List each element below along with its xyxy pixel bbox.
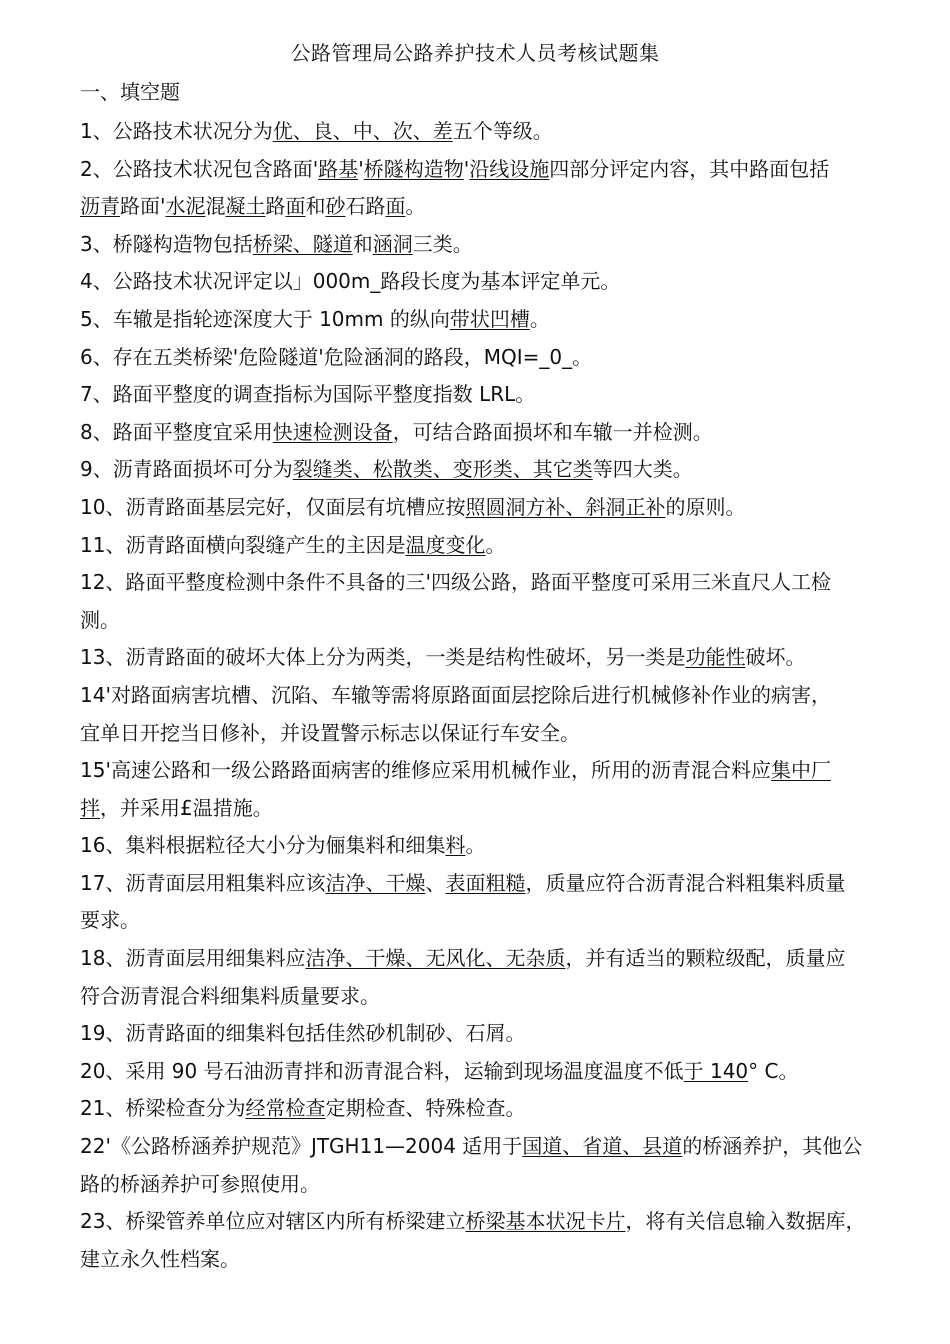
- answer-blank: 洁净、干燥、无风化、无杂质: [305, 946, 566, 971]
- line-text: 22'《公路桥涵养护规范》JTGH11—2004 适用于: [80, 1134, 523, 1159]
- answer-blank: 表面粗糙: [445, 870, 526, 895]
- line-text: 的原则。: [665, 494, 746, 519]
- text-line: [80, 1093, 880, 1131]
- line-text: 20、采用 90 号石油沥青拌和沥青混合料，运输到现场温度温度不低: [80, 1058, 684, 1083]
- line-text: 。: [405, 194, 426, 219]
- line-text: ，质量应符合沥青混合料粗集料质量: [525, 870, 846, 895]
- answer-blank: 带状凹槽: [449, 306, 530, 331]
- answer-blank: 快速检测设备: [272, 419, 393, 444]
- line-text: 18、沥青面层用细集料应: [80, 946, 306, 971]
- text-line: [80, 530, 880, 568]
- line-text: ': [463, 156, 470, 181]
- text-line: [80, 793, 880, 831]
- text-line: [80, 905, 880, 943]
- line-text: 3、桥隧构造物包括: [80, 231, 253, 256]
- text-line: [80, 116, 880, 154]
- answer-blank: 面: [385, 194, 406, 219]
- text-line: [80, 605, 880, 643]
- answer-blank: 涵洞: [372, 231, 413, 256]
- line-text: 19、沥青路面的细集料包括佳然砂机制砂、石屑。: [80, 1021, 526, 1046]
- text-line: [80, 304, 880, 342]
- answer-blank: 照圆洞方补、斜洞正补: [465, 494, 666, 519]
- line-text: 11、沥青路面横向裂缝产生的主因是: [80, 532, 406, 557]
- text-line: [80, 981, 880, 1019]
- line-text: 等四大类。: [592, 457, 693, 482]
- line-text: 混: [205, 194, 226, 219]
- line-text: 四部分评定内容，其中路面包括: [549, 156, 830, 181]
- answer-blank: 温度变化: [405, 532, 486, 557]
- line-text: ，并采用£温措施。: [100, 795, 273, 820]
- line-text: 4、公路技术状况评定以」000m_路段长度为基本评定单元。: [80, 269, 621, 294]
- section-heading: 一、填空题: [80, 80, 180, 104]
- text-line: [80, 379, 880, 417]
- line-text: 10、沥青路面基层完好，仅面层有坑槽应按: [80, 494, 466, 519]
- text-line: [80, 868, 880, 906]
- line-text: 13、沥青路面的破坏大体上分为两类，一类是结构性破坏，另一类是: [80, 645, 686, 670]
- text-line: [80, 191, 880, 229]
- text-line: [80, 342, 880, 380]
- answer-blank: 沥青: [80, 194, 120, 219]
- line-text: 。: [465, 833, 486, 858]
- line-text: 8、路面平整度宜采用: [80, 419, 273, 444]
- answer-blank: 拌: [80, 795, 100, 820]
- line-text: 建立永久性档案。: [80, 1246, 240, 1271]
- line-text: 路面': [120, 194, 166, 219]
- text-line: [80, 454, 880, 492]
- line-text: 7、路面平整度的调查指标为国际平整度指数 LRL。: [80, 382, 536, 407]
- line-text: 路: [265, 194, 286, 219]
- answer-blank: 于 140: [683, 1058, 749, 1083]
- line-text: 15'高速公路和一级公路路面病害的维修应采用机械作业，所用的沥青混合料应: [80, 758, 771, 783]
- text-line: [80, 1244, 880, 1282]
- text-line: [80, 266, 880, 304]
- text-line: [80, 417, 880, 455]
- line-text: ° C。: [748, 1058, 799, 1083]
- answer-blank: 集中厂: [770, 758, 831, 783]
- text-line: [80, 1056, 880, 1094]
- text-line: [80, 492, 880, 530]
- answer-blank: 水泥: [165, 194, 206, 219]
- text-line: [80, 567, 880, 605]
- line-text: 三类。: [412, 231, 473, 256]
- line-text: 23、桥梁管养单位应对辖区内所有桥梁建立: [80, 1209, 466, 1234]
- text-line: [80, 1018, 880, 1056]
- answer-blank: 桥梁: [465, 1209, 506, 1234]
- line-text: 16、集料根据粒径大小分为俪集料和细集: [80, 833, 446, 858]
- answer-blank: 洁净、干燥: [325, 870, 426, 895]
- answer-blank: 面: [285, 194, 306, 219]
- text-line: [80, 755, 880, 793]
- answer-blank: 功能性: [685, 645, 746, 670]
- text-line: [80, 1169, 880, 1207]
- text-line: [80, 1206, 880, 1244]
- line-text: 17、沥青面层用粗集料应该: [80, 870, 326, 895]
- line-text: 5、车辙是指轮迹深度大于 10mm 的纵向: [80, 306, 450, 331]
- line-text: ，可结合路面损坏和车辙一并检测。: [392, 419, 713, 444]
- answer-blank: 沿线设施: [469, 156, 550, 181]
- line-text: 。: [529, 306, 550, 331]
- answer-blank: 桥隧构造物: [363, 156, 464, 181]
- line-text: 破坏。: [745, 645, 806, 670]
- text-line: [80, 718, 880, 756]
- line-text: 6、存在五类桥梁'危险隧道'危险涵洞的路段，MQI=_0_。: [80, 344, 593, 369]
- line-text: 和: [305, 194, 326, 219]
- line-text: 12、路面平整度检测中条件不具备的三'四级公路，路面平整度可采用三米直尺人工检: [80, 570, 831, 595]
- text-line: [80, 830, 880, 868]
- line-text: 21、桥梁检查分为: [80, 1096, 246, 1121]
- line-text: 的桥涵养护，其他公: [682, 1134, 863, 1159]
- answer-blank: 国道、省道、县道: [522, 1134, 683, 1159]
- line-text: ，将有关信息输入数据库，: [625, 1209, 866, 1234]
- line-text: 五个等级。: [452, 119, 553, 143]
- line-text: ': [358, 156, 364, 181]
- line-text: 、: [425, 870, 446, 895]
- line-text: 1、公路技术状况分为: [80, 119, 273, 143]
- line-text: 要求。: [80, 908, 140, 933]
- answer-blank: 路基: [318, 156, 359, 181]
- line-text: 14'对路面病害坑槽、沉陷、车辙等需将原路面面层挖除后进行机械修补作业的病害，: [80, 682, 831, 707]
- line-text: ，并有适当的颗粒级配，质量应: [565, 946, 846, 971]
- line-text: 。: [485, 532, 506, 557]
- line-text: 和: [352, 231, 373, 256]
- answer-blank: 料: [445, 833, 466, 858]
- answer-blank: 凝土: [225, 194, 266, 219]
- text-line: [80, 1131, 880, 1169]
- line-text: 符合沥青混合料细集料质量要求。: [80, 983, 380, 1008]
- answer-blank: 优、良、中、次、差: [272, 119, 453, 143]
- answer-blank: 裂缝类、松散类、变形类、其它类: [292, 457, 593, 482]
- answer-blank: 经常检查: [245, 1096, 326, 1121]
- text-line: [80, 154, 880, 192]
- question-list: [80, 116, 880, 1281]
- text-line: [80, 680, 880, 718]
- answer-blank: 桥梁、隧道: [252, 231, 353, 256]
- line-text: 2、公路技术状况包含路面': [80, 156, 319, 181]
- text-line: [80, 229, 880, 267]
- line-text: 石路: [345, 194, 386, 219]
- document-title: 公路管理局公路养护技术人员考核试题集: [290, 41, 660, 65]
- answer-blank: 基本状况卡片: [505, 1209, 626, 1234]
- line-text: 测。: [80, 607, 120, 632]
- line-text: 宜单日开挖当日修补，并设置警示标志以保证行车安全。: [80, 720, 580, 745]
- text-line: [80, 943, 880, 981]
- line-text: 9、沥青路面损坏可分为: [80, 457, 293, 482]
- line-text: 定期检查、特殊检查。: [325, 1096, 526, 1121]
- answer-blank: 砂: [325, 194, 346, 219]
- text-line: [80, 642, 880, 680]
- line-text: 路的桥涵养护可参照使用。: [80, 1171, 320, 1196]
